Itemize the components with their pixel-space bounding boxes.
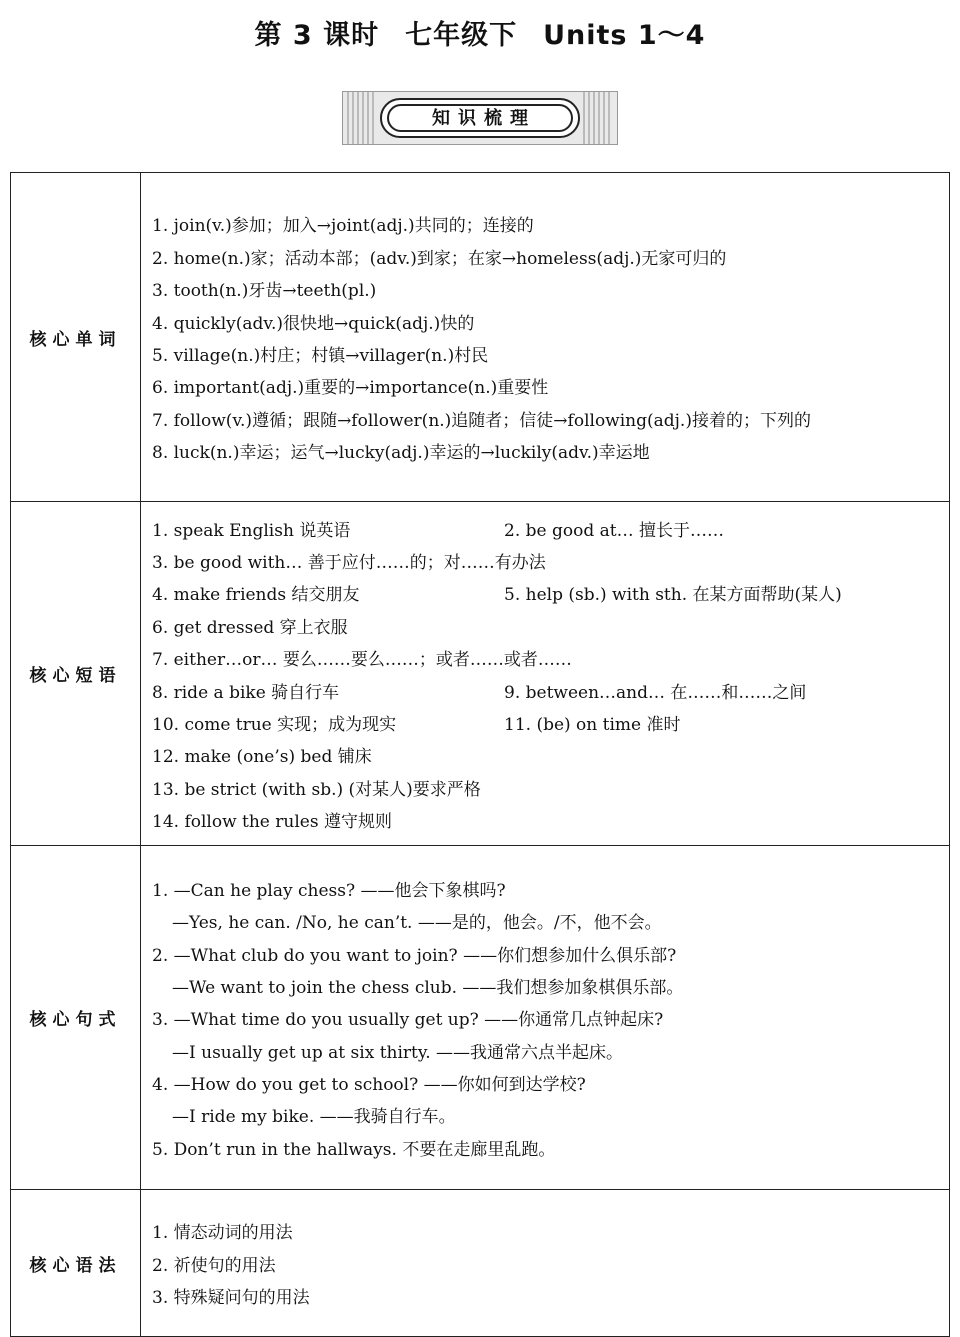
core-phrases-content [141, 502, 950, 846]
list-item: 4. —How do you get to school? ——你如何到达学校? [152, 1075, 586, 1096]
core-sentences-content [141, 846, 950, 1190]
core-words-content [141, 173, 950, 502]
row-core-phrases [11, 502, 950, 846]
badge-stripe-left [347, 92, 377, 144]
list-item: 4. quickly(adv.)很快地→quick(adj.)快的 [152, 313, 475, 334]
core-grammar-content [141, 1190, 950, 1337]
lesson-label: 第 3 课时 [254, 20, 380, 51]
list-item: 6. get dressed 穿上衣服 [152, 617, 348, 638]
list-item: 6. important(adj.)重要的→importance(n.)重要性 [152, 378, 549, 399]
phrase-row [152, 579, 949, 611]
page-title [0, 14, 960, 58]
list-item: 7. either…or… 要么……要么……；或者……或者…… [152, 650, 572, 671]
list-item: —I usually get up at six thirty. ——我通常六点半起床。 [172, 1042, 624, 1063]
list-item: 13. be strict (with sb.) (对某人)要求严格 [152, 779, 481, 800]
list-item: 3. be good with… 善于应付……的；对……有办法 [152, 552, 546, 573]
list-item: 10. come true 实现；成为现实 [152, 714, 397, 735]
list-item: 1. speak English 说英语 [152, 520, 351, 541]
list-item: 8. ride a bike 骑自行车 [152, 682, 340, 703]
list-item: 7. follow(v.)遵循；跟随→follower(n.)追随者；信徒→following(adj.)接着的；下列的 [152, 410, 811, 431]
list-item: 14. follow the rules 遵守规则 [152, 812, 392, 833]
badge-stripe-right [583, 92, 613, 144]
phrase-row [152, 677, 949, 709]
row-core-words [11, 173, 950, 502]
list-item: 5. village(n.)村庄；村镇→villager(n.)村民 [152, 345, 489, 366]
row-core-sentences [11, 846, 950, 1190]
list-item: 5. help (sb.) with sth. 在某方面帮助(某人) [504, 585, 842, 606]
row-core-grammar [11, 1190, 950, 1337]
list-item: 8. luck(n.)幸运；运气→lucky(adj.)幸运的→luckily(adv.)幸运地 [152, 443, 650, 464]
list-item: 3. tooth(n.)牙齿→teeth(pl.) [152, 281, 377, 302]
category-label: 核心单词 [11, 173, 141, 502]
list-item: 5. Don’t run in the hallways. 不要在走廊里乱跑。 [152, 1139, 556, 1160]
phrase-row [152, 515, 949, 547]
list-item: 1. —Can he play chess? ——他会下象棋吗? [152, 880, 506, 901]
list-item: 2. be good at… 擅长于…… [504, 520, 724, 541]
list-item: 9. between…and… 在……和……之间 [504, 682, 807, 703]
list-item: 4. make friends 结交朋友 [152, 585, 360, 606]
list-item: 1. join(v.)参加；加入→joint(adj.)共同的；连接的 [152, 216, 534, 237]
list-item: 3. 特殊疑问句的用法 [152, 1288, 310, 1309]
list-item: 11. (be) on time 准时 [504, 714, 681, 735]
category-label: 核心句式 [11, 846, 141, 1190]
badge-label: 知识梳理 [387, 104, 573, 132]
list-item: 2. 祈使句的用法 [152, 1255, 276, 1276]
list-item: 3. —What time do you usually get up? ——你通常几点钟起床? [152, 1010, 664, 1031]
list-item: 1. 情态动词的用法 [152, 1223, 293, 1244]
grade-label: 七年级下 [405, 20, 518, 51]
phrase-row [152, 709, 949, 741]
category-label: 核心语法 [11, 1190, 141, 1337]
list-item: 12. make (one’s) bed 铺床 [152, 747, 372, 768]
list-item: —I ride my bike. ——我骑自行车。 [172, 1107, 456, 1128]
knowledge-table [10, 172, 950, 1337]
list-item: —Yes, he can. /No, he can’t. ——是的，他会。/不，他不会。 [172, 913, 662, 934]
list-item: 2. —What club do you want to join? ——你们想参加什么俱乐部? [152, 945, 677, 966]
list-item: —We want to join the chess club. ——我们想参加象棋俱乐部。 [172, 977, 684, 998]
badge-frame [380, 98, 580, 138]
units-label: Units 1～4 [543, 20, 706, 51]
list-item: 2. home(n.)家；活动本部；(adv.)到家；在家→homeless(adj.)无家可归的 [152, 248, 727, 269]
section-badge [342, 91, 618, 145]
category-label: 核心短语 [11, 502, 141, 846]
